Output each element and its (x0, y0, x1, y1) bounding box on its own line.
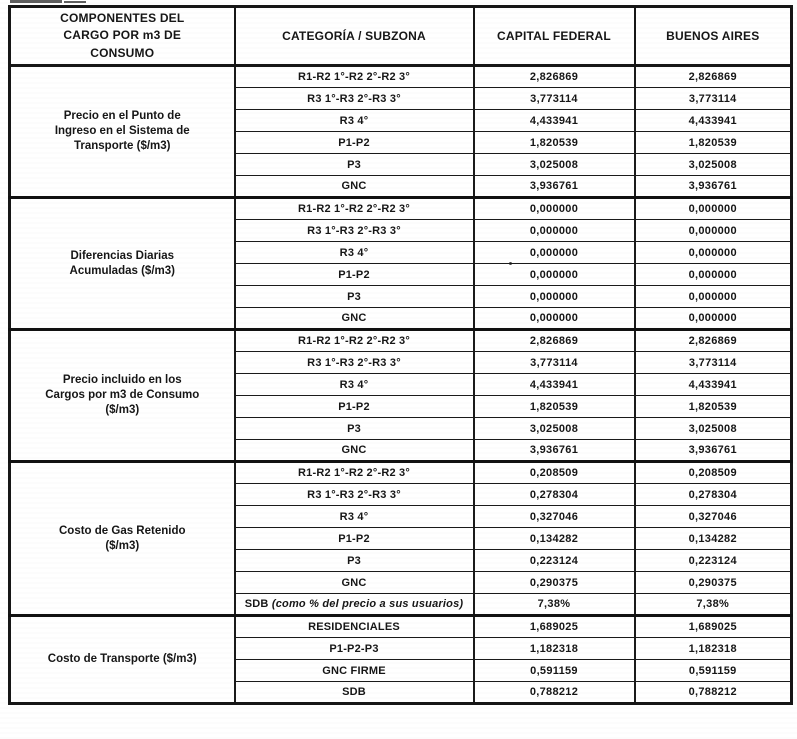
capital-federal-value: 7,38% (474, 594, 635, 616)
buenos-aires-value: 1,820539 (635, 396, 792, 418)
buenos-aires-value: 7,38% (635, 594, 792, 616)
table-body (10, 66, 792, 704)
column-header-label: BUENOS AIRES (666, 29, 760, 44)
category-cell: GNC (235, 308, 474, 330)
category-cell: R1-R2 1°-R2 2°-R2 3° (235, 198, 474, 220)
component-label: Diferencias Diarias Acumuladas ($/m3) (69, 249, 175, 277)
capital-federal-value: 1,820539 (474, 396, 635, 418)
table-row (10, 66, 792, 88)
buenos-aires-value: 3,936761 (635, 440, 792, 462)
buenos-aires-value: 3,936761 (635, 176, 792, 198)
capital-federal-value: 0,000000 (474, 308, 635, 330)
capital-federal-value: 0,278304 (474, 484, 635, 506)
category-cell: SDB (235, 682, 474, 704)
capital-federal-value: 0,591159 (474, 660, 635, 682)
capital-federal-value: 0,000000 (474, 220, 635, 242)
table-row (10, 198, 792, 220)
capital-federal-value: 3,025008 (474, 154, 635, 176)
category-cell: GNC (235, 572, 474, 594)
capital-federal-value: 0,000000 (474, 198, 635, 220)
buenos-aires-value: 0,208509 (635, 462, 792, 484)
category-cell: P1-P2 (235, 528, 474, 550)
column-header-2 (474, 7, 635, 66)
table-row (10, 462, 792, 484)
capital-federal-value: 2,826869 (474, 330, 635, 352)
category-cell: R3 1°-R3 2°-R3 3° (235, 484, 474, 506)
buenos-aires-value: 3,025008 (635, 418, 792, 440)
category-cell: P3 (235, 418, 474, 440)
column-header-label: COMPONENTES DEL CARGO POR m3 DE CONSUMO (60, 11, 185, 60)
buenos-aires-value: 4,433941 (635, 110, 792, 132)
category-cell: R1-R2 1°-R2 2°-R2 3° (235, 462, 474, 484)
category-cell: R3 4° (235, 506, 474, 528)
category-label: SDB (244, 598, 269, 611)
buenos-aires-value: 0,223124 (635, 550, 792, 572)
column-header-1 (235, 7, 474, 66)
buenos-aires-value: 0,000000 (635, 264, 792, 286)
component-cell (10, 66, 235, 198)
component-cell (10, 198, 235, 330)
column-header-3 (635, 7, 792, 66)
table-header (10, 7, 792, 66)
capital-federal-value: 0,327046 (474, 506, 635, 528)
category-cell: R3 1°-R3 2°-R3 3° (235, 352, 474, 374)
tariff-table (8, 5, 793, 705)
table-row (10, 330, 792, 352)
category-cell: R3 4° (235, 374, 474, 396)
buenos-aires-value: 3,773114 (635, 88, 792, 110)
capital-federal-value: 0,000000 (474, 264, 635, 286)
buenos-aires-value: 2,826869 (635, 330, 792, 352)
component-label: Precio incluido en los Cargos por m3 de Consumo ($/m3) (45, 374, 200, 417)
capital-federal-value: 3,773114 (474, 352, 635, 374)
category-cell: R1-R2 1°-R2 2°-R2 3° (235, 330, 474, 352)
buenos-aires-value: 1,820539 (635, 132, 792, 154)
capital-federal-value: 0,134282 (474, 528, 635, 550)
component-cell (10, 616, 235, 704)
capital-federal-value: 3,025008 (474, 418, 635, 440)
buenos-aires-value: 1,182318 (635, 638, 792, 660)
category-note: (como % del precio a sus usuarios) (271, 598, 464, 611)
category-cell: P1-P2 (235, 264, 474, 286)
category-cell: R3 1°-R3 2°-R3 3° (235, 88, 474, 110)
buenos-aires-value: 4,433941 (635, 374, 792, 396)
column-header-0 (10, 7, 235, 66)
capital-federal-value: 4,433941 (474, 110, 635, 132)
buenos-aires-value: 2,826869 (635, 66, 792, 88)
category-cell: P1-P2 (235, 132, 474, 154)
table-row (10, 616, 792, 638)
category-cell: GNC (235, 176, 474, 198)
buenos-aires-value: 0,000000 (635, 220, 792, 242)
capital-federal-value: 0,223124 (474, 550, 635, 572)
component-label: Costo de Transporte ($/m3) (47, 653, 197, 666)
component-label: Costo de Gas Retenido ($/m3) (58, 524, 186, 552)
buenos-aires-value: 0,591159 (635, 660, 792, 682)
category-cell: RESIDENCIALES (235, 616, 474, 638)
column-header-label: CAPITAL FEDERAL (497, 29, 611, 44)
capital-federal-value: 3,773114 (474, 88, 635, 110)
buenos-aires-value: 0,788212 (635, 682, 792, 704)
capital-federal-value: 1,689025 (474, 616, 635, 638)
capital-federal-value: 1,820539 (474, 132, 635, 154)
scan-artifact-smudge (10, 0, 62, 3)
buenos-aires-value: 0,134282 (635, 528, 792, 550)
category-cell: P1-P2 (235, 396, 474, 418)
category-cell: P3 (235, 154, 474, 176)
capital-federal-value: 0,788212 (474, 682, 635, 704)
category-cell: R3 4° (235, 110, 474, 132)
header-row (10, 7, 792, 66)
capital-federal-value: 3,936761 (474, 440, 635, 462)
category-cell: P3 (235, 550, 474, 572)
component-label: Precio en el Punto de Ingreso en el Sistema de Transporte ($/m3) (54, 110, 190, 153)
capital-federal-value: 4,433941 (474, 374, 635, 396)
buenos-aires-value: 3,025008 (635, 154, 792, 176)
buenos-aires-value: 0,000000 (635, 286, 792, 308)
buenos-aires-value: 0,327046 (635, 506, 792, 528)
category-cell: R3 1°-R3 2°-R3 3° (235, 220, 474, 242)
category-cell: GNC FIRME (235, 660, 474, 682)
category-cell (235, 594, 474, 616)
buenos-aires-value: 1,689025 (635, 616, 792, 638)
capital-federal-value: 2,826869 (474, 66, 635, 88)
buenos-aires-value: 0,000000 (635, 242, 792, 264)
buenos-aires-value: 3,773114 (635, 352, 792, 374)
category-cell: GNC (235, 440, 474, 462)
buenos-aires-value: 0,000000 (635, 308, 792, 330)
buenos-aires-value: 0,290375 (635, 572, 792, 594)
capital-federal-value: 0,290375 (474, 572, 635, 594)
capital-federal-value: 1,182318 (474, 638, 635, 660)
category-cell: R3 4° (235, 242, 474, 264)
capital-federal-value: 0,000000 (474, 242, 635, 264)
buenos-aires-value: 0,278304 (635, 484, 792, 506)
capital-federal-value: 0,208509 (474, 462, 635, 484)
component-cell (10, 330, 235, 462)
buenos-aires-value: 0,000000 (635, 198, 792, 220)
component-cell (10, 462, 235, 616)
category-cell: R1-R2 1°-R2 2°-R2 3° (235, 66, 474, 88)
category-cell: P1-P2-P3 (235, 638, 474, 660)
category-cell: P3 (235, 286, 474, 308)
capital-federal-value: 3,936761 (474, 176, 635, 198)
column-header-label: CATEGORÍA / SUBZONA (282, 29, 426, 44)
capital-federal-value: 0,000000 (474, 286, 635, 308)
scan-artifact-smudge (64, 1, 86, 3)
